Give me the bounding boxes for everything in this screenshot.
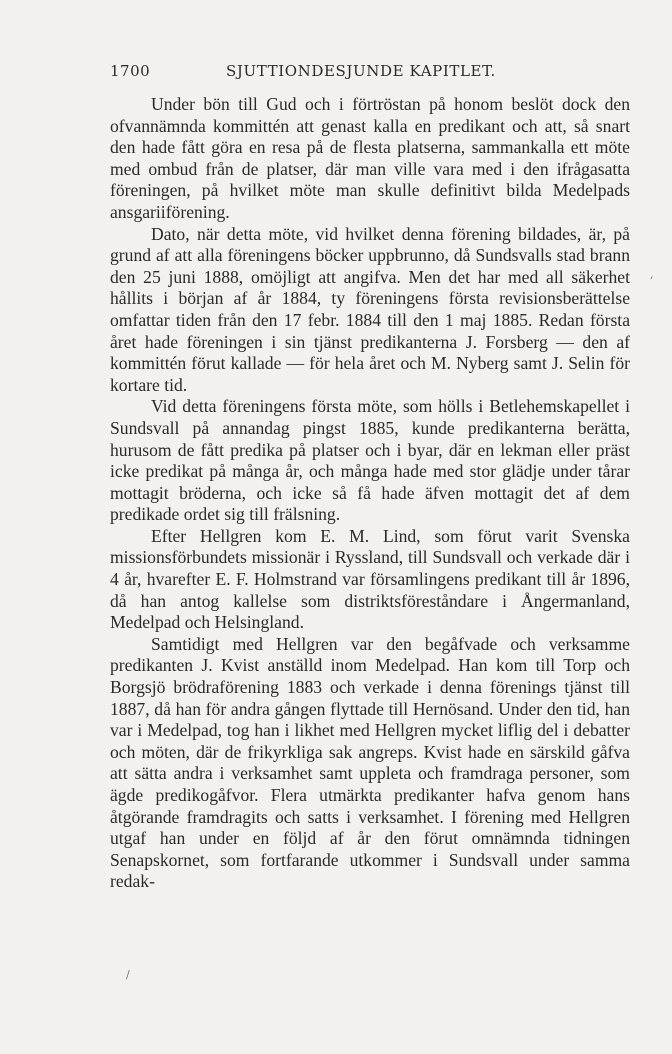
margin-mark: / <box>126 968 130 981</box>
page-number: 1700 <box>110 62 151 80</box>
margin-mark: , <box>650 268 654 281</box>
paragraph: Under bön till Gud och i förtröstan på honom beslöt dock den ofvannämnda kommittén att genast kalla en predikant och att, så snart den hade fått göra en resa på de flesta platserna, sammankalla ett möte med ombud från de platser, där man ville vara med i den ifrågasatta föreningen, på hvilket möte man skulle definitivt bilda Medelpads ansgariiförening. <box>110 94 630 222</box>
paragraph: Dato, när detta möte, vid hvilket denna förening bildades, är, på grund af att alla föreningens böcker uppbrunno, då Sundsvalls stad brann den 25 juni 1888, omöjligt att angifva. Men det har med all säkerhet hållits i början af år 1884, ty föreningens första revisionsberättelse omfattar tiden från den 17 febr. 1884 till den 1 maj 1885. Redan första året hade föreningen i sin tjänst predikanterna J. Forsberg — den af kommittén förut kallade — för hela året och M. Nyberg samt J. Selin för kortare tid. <box>110 223 630 395</box>
paragraph: Samtidigt med Hellgren var den begåfvade och verksamme predikanten J. Kvist anställd inom Medelpad. Han kom till Torp och Borgsjö brödraförening 1883 och verkade i denna förenings tjänst till 1887, då han för andra gången flyttade till Hernösand. Under den tid, han var i Medelpad, tog han i likhet med Hellgren mycket liflig del i debatter och möten, där de frikyrkliga sak angreps. Kvist hade en särskild gåfva att sätta andra i verksamhet samt uppleta och framdraga personer, som ägde predikogåfvor. Flera utmärkta predikanter hafva genom hans åtgörande framdragits och satts i verksamhet. I förening med Hellgren utgaf han under en följd af år den förut omnämnda tidningen Senapskornet, som fortfarande utkommer i Sundsvall under samma redak- <box>110 633 630 892</box>
body-text <box>110 94 630 893</box>
running-head: SJUTTIONDESJUNDE KAPITLET. <box>226 62 496 80</box>
paragraph: Vid detta föreningens första möte, som hölls i Betlehemskapellet i Sundsvall på annandag pingst 1885, kunde predikanterna berätta, hurusom de fått predika på platser och i byar, där en lekman eller präst icke predikat på många år, och många hade med stor glädje under tårar mottagit bröderna, och icke så få hade äfven mottagit det af dem predikade ordet sig till frälsning. <box>110 396 630 525</box>
paragraph: Efter Hellgren kom E. M. Lind, som förut varit Svenska missionsförbundets missionär i Ryssland, till Sundsvall och verkade där i 4 år, hvarefter E. F. Holmstrand var församlingens predikant till år 1896, då han antog kallelse som distriktsföreståndare i Ångermanland, Medelpad och Helsingland. <box>110 525 630 633</box>
page-header <box>110 62 515 88</box>
